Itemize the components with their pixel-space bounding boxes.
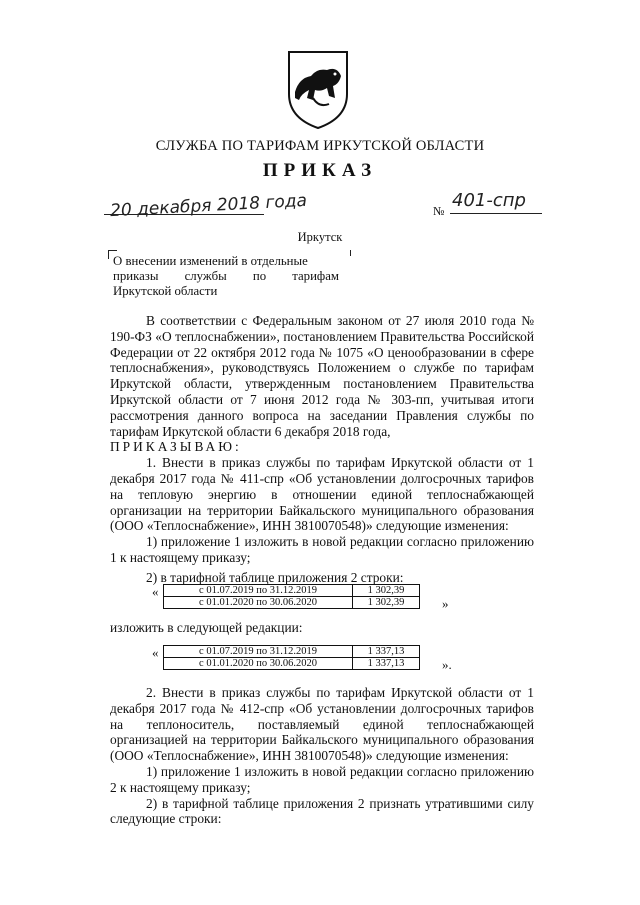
agency-name: СЛУЖБА ПО ТАРИФАМ ИРКУТСКОЙ ОБЛАСТИ bbox=[155, 138, 485, 154]
tariff-value-cell: 1 302,39 bbox=[353, 585, 420, 597]
table-row bbox=[164, 658, 420, 670]
replace-text: изложить в следующей редакции: bbox=[110, 620, 303, 635]
tariff-value-cell: 1 337,13 bbox=[353, 646, 420, 658]
order-body-part2 bbox=[110, 685, 534, 827]
close-quote: ». bbox=[442, 657, 452, 672]
subject-line: Иркутской области bbox=[113, 283, 218, 298]
date-underline bbox=[104, 214, 264, 215]
order-body-part1 bbox=[110, 313, 534, 586]
item2-paragraph: 2. Внести в приказ службы по тарифам Иркутской области от 1 декабря 2017 года № 412-спр «Об установлении долгосрочных тарифов на теплоноситель, поставляемый единой теплоснабжающей организацией на территории Байкальского муниципального образования (ООО «Теплоснабжение», ИНН 3810070548)» следующие изменения: bbox=[110, 685, 534, 764]
handwritten-date: 20 декабря 2018 года bbox=[109, 190, 308, 222]
item1-sub2: 2) в тарифной таблице приложения 2 строки: bbox=[146, 569, 404, 585]
item2-sub1: 1) приложение 1 изложить в новой редакции согласно приложению 2 к настоящему приказу; bbox=[110, 763, 534, 795]
handwritten-order-number: 401-спр bbox=[452, 190, 526, 211]
period-cell: с 01.07.2019 по 31.12.2019 bbox=[164, 646, 353, 658]
item2-sub2: 2) в тарифной таблице приложения 2 признать утратившими силу следующие строки: bbox=[110, 795, 534, 827]
replace-line bbox=[110, 620, 534, 636]
tariff-value-cell: 1 337,13 bbox=[353, 658, 420, 670]
tariff-value-cell: 1 302,39 bbox=[353, 597, 420, 609]
decree-word: ПРИКАЗЫВАЮ: bbox=[110, 439, 242, 455]
close-quote: » bbox=[442, 596, 449, 611]
table-row bbox=[164, 597, 420, 609]
subject-line: приказы службы по тарифам bbox=[113, 268, 339, 283]
item1-sub1: 1) приложение 1 изложить в новой редакции согласно приложению 1 к настоящему приказу; bbox=[110, 534, 534, 565]
table-row bbox=[164, 646, 420, 658]
period-cell: с 01.01.2020 по 30.06.2020 bbox=[164, 658, 353, 670]
number-underline bbox=[450, 213, 542, 214]
table-row bbox=[164, 585, 420, 597]
subject-tick-mark bbox=[350, 250, 351, 256]
order-subject bbox=[113, 254, 339, 298]
document-type-title: ПРИКАЗ bbox=[262, 160, 378, 181]
open-quote: « bbox=[152, 584, 159, 599]
period-cell: с 01.01.2020 по 30.06.2020 bbox=[164, 597, 353, 609]
item1-paragraph: 1. Внести в приказ службы по тарифам Иркутской области от 1 декабря 2017 года № 411-спр «Об установлении долгосрочных тарифов на тепловую энергию в отношении единой теплоснабжающей организации на территории Байкальского муниципального образования (ООО «Теплоснабжение», ИНН 3810070548)» следующие изменения: bbox=[110, 455, 534, 534]
open-quote: « bbox=[152, 645, 159, 660]
number-sign: № bbox=[433, 204, 445, 218]
city-name: Иркутск bbox=[297, 230, 343, 244]
subject-line: О внесении изменений в отдельные bbox=[113, 254, 308, 268]
tariff-table-old bbox=[163, 584, 420, 609]
tariff-table-new bbox=[163, 645, 420, 670]
coat-of-arms-emblem bbox=[283, 48, 353, 132]
preamble-paragraph: В соответствии с Федеральным законом от 27 июля 2010 года № 190-ФЗ «О теплоснабжении», постановлением Правительства Российской Федерации от 22 октября 2012 года № 1075 «О ценообразовании в сфере теплоснабжения», руководствуясь Положением о службе по тарифам Иркутской области, утвержденным постановлением Правительства Иркутской области от 7 июня 2012 года № 303-пп, учитывая итоги рассмотрения данного вопроса на заседании Правления службы по тарифам Иркутской области 6 декабря 2018 года, bbox=[110, 313, 534, 439]
period-cell: с 01.07.2019 по 31.12.2019 bbox=[164, 585, 353, 597]
